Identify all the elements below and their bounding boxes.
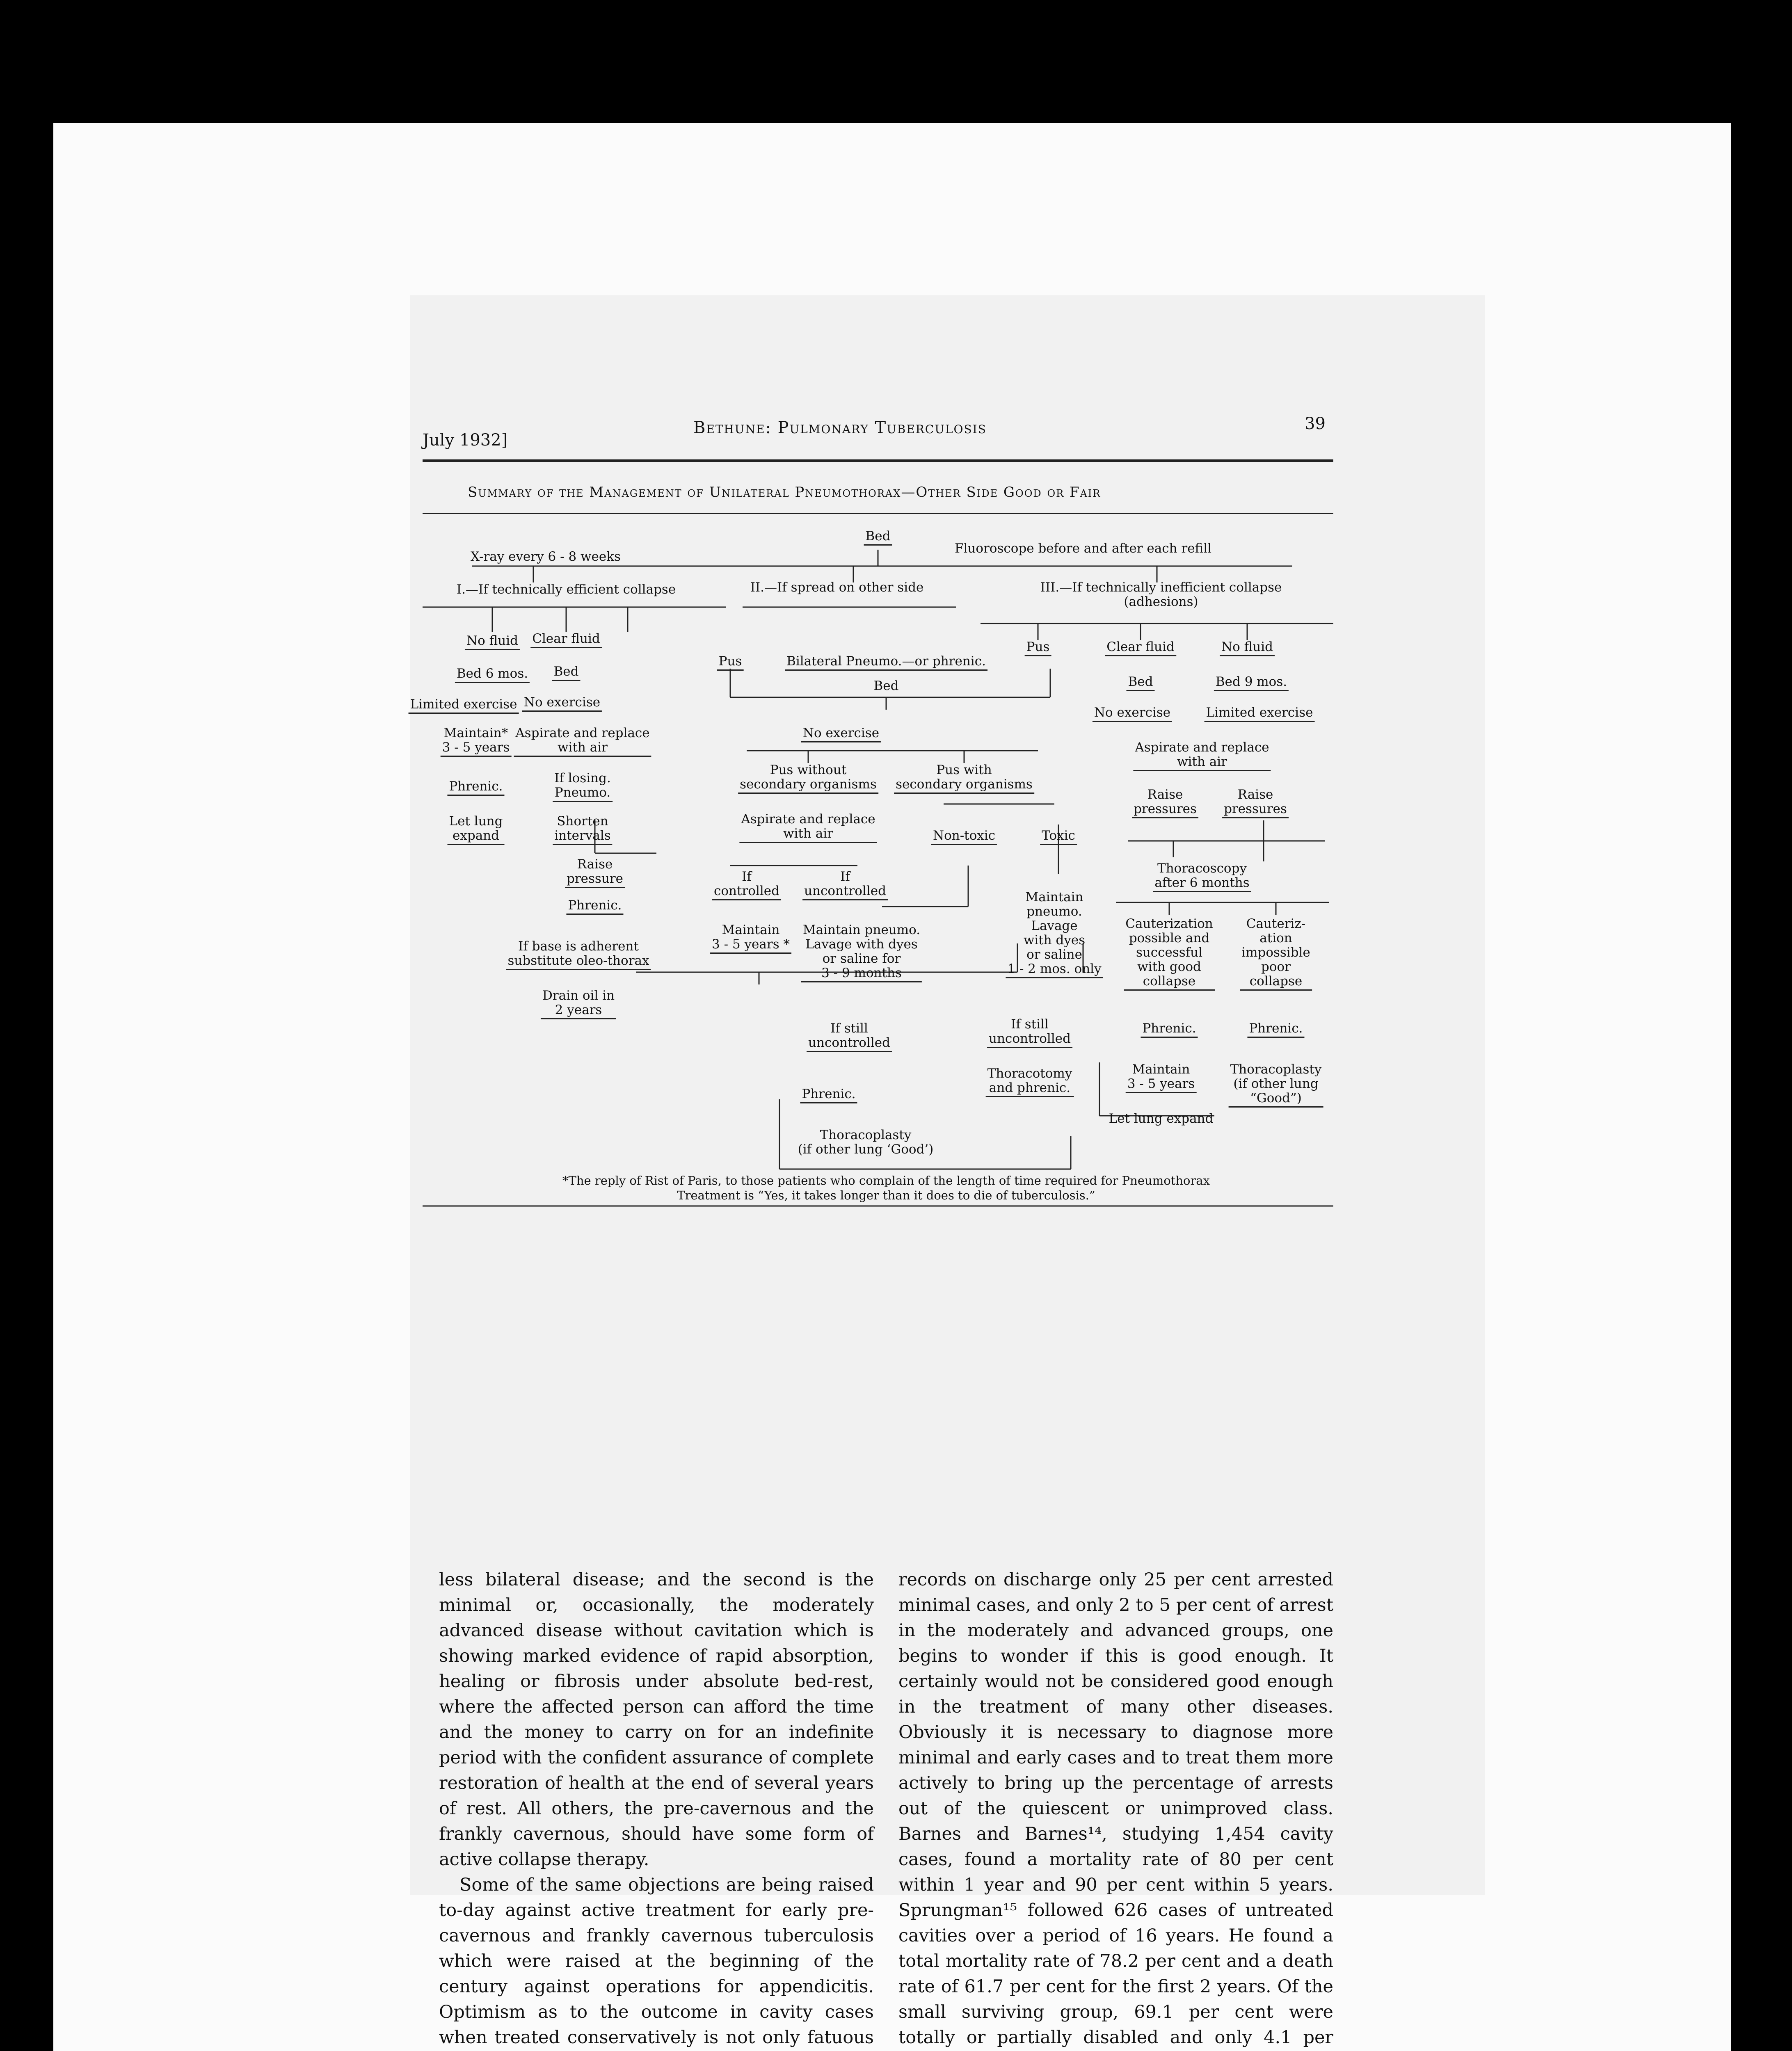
b1-maintain: Maintain* 3 - 5 years: [441, 726, 512, 757]
b3-raise-pressures-2: Raise pressures: [1222, 788, 1289, 818]
node-bed: Bed: [864, 529, 892, 546]
node-xray: X-ray every 6 - 8 weeks: [471, 549, 621, 564]
b3-cauterization-possible: Cauterization possible and successful with good collapse: [1124, 917, 1215, 991]
b1-if-losing: If losing. Pneumo.: [553, 771, 613, 802]
b2-no-exercise: No exercise: [801, 726, 881, 742]
b2-toxic: Toxic: [1040, 829, 1077, 845]
b1-shorten-intervals: Shorten intervals: [553, 814, 612, 845]
b1-bed-6: Bed 6 mos.: [455, 667, 530, 683]
b2-if-controlled: If controlled: [712, 870, 781, 900]
b2-maintain-pneumo: Maintain pneumo. Lavage with dyes or saline for 3 - 9 months: [801, 923, 922, 982]
b1-if-base-adherent: If base is adherent substitute oleo-thorax: [506, 939, 651, 970]
paragraph: Some of the same objections are being raised to-day against active treatment for early pre-cavernous and frankly cavernous tuberculosis which were raised at the beginning of the century against operations for appendicitis. Optimism as to the outcome in cavity cases when treated conservatively is not only fatuous: [439, 1875, 874, 2048]
b2-pus-with: Pus with secondary organisms: [894, 763, 1034, 794]
b3-aspirate: Aspirate and replace with air: [1133, 740, 1271, 771]
b2-if-still-uncontrolled: If still uncontrolled: [807, 1021, 892, 1052]
b3-clear-fluid: Clear fluid: [1105, 640, 1176, 656]
b2-maintain: Maintain 3 - 5 years *: [710, 923, 791, 954]
b1-aspirate: Aspirate and replace with air: [514, 726, 651, 757]
b1-phrenic-2: Phrenic.: [566, 898, 623, 915]
b1-let-lung-expand: Let lung expand: [448, 814, 505, 845]
b1-drain-oil: Drain oil in 2 years: [541, 989, 616, 1019]
body-right-column: [898, 1567, 1333, 2051]
b3-phrenic-2: Phrenic.: [1247, 1021, 1304, 1038]
b3-bed: Bed: [1127, 675, 1155, 691]
b3-thoracoplasty: Thoracoplasty (if other lung “Good”): [1229, 1062, 1323, 1108]
b3-no-exercise: No exercise: [1093, 706, 1172, 722]
b1-raise-pressure: Raise pressure: [565, 857, 625, 888]
b1-clear-fluid: Clear fluid: [530, 632, 602, 648]
b1-limited-exercise: Limited exercise: [409, 697, 519, 714]
b2-maintain-toxic: Maintain pneumo. Lavage with dyes or saline 1 - 2 mos. only: [1006, 890, 1103, 978]
b2-if-uncontrolled: If uncontrolled: [802, 870, 888, 900]
b2-non-toxic: Non-toxic: [931, 829, 997, 845]
b3-phrenic-1: Phrenic.: [1141, 1021, 1198, 1038]
b3-no-fluid: No fluid: [1220, 640, 1275, 656]
b1-phrenic: Phrenic.: [447, 779, 504, 796]
b2-pus: Pus: [717, 654, 744, 671]
b2-phrenic: Phrenic.: [800, 1087, 857, 1103]
chart-footnote: *The reply of Rist of Paris, to those patients who complain of the length of time required for Pneumothorax Treatment is “Yes, it takes longer than it does to die of tuberculosis.”: [562, 1174, 1210, 1202]
branch-2: II.—If spread on other side: [750, 580, 924, 595]
document-page: [410, 295, 1485, 2048]
b1-no-fluid: No fluid: [465, 634, 520, 650]
branch-3: III.—If technically inefficient collapse (adhesions): [1040, 580, 1282, 609]
header-date: July 1932]: [423, 431, 508, 450]
page-number: 39: [1305, 414, 1326, 433]
b3-maintain: Maintain 3 - 5 years: [1126, 1062, 1197, 1093]
b2-if-still-uncontrolled-2: If still uncontrolled: [987, 1017, 1072, 1048]
b1-bed: Bed: [552, 665, 581, 681]
b3-cauterization-impossible: Cauteriz- ation impossible poor collapse: [1240, 917, 1312, 991]
b3-limited-exercise: Limited exercise: [1205, 706, 1315, 722]
b2-bed: Bed: [873, 678, 899, 693]
node-fluoroscope: Fluoroscope before and after each refill: [954, 541, 1212, 556]
header-title: Bethune: Pulmonary Tuberculosis: [693, 418, 987, 437]
b2-aspirate: Aspirate and replace with air: [739, 812, 877, 843]
b3-bed-9: Bed 9 mos.: [1214, 675, 1289, 691]
b3-raise-pressures-1: Raise pressures: [1132, 788, 1198, 818]
b2-pus-without: Pus without secondary organisms: [738, 763, 878, 794]
b3-let-lung-expand: Let lung expand: [1109, 1111, 1214, 1126]
b2-thoracotomy: Thoracotomy and phrenic.: [986, 1067, 1074, 1097]
b1-no-exercise: No exercise: [522, 695, 602, 712]
chart-title: Summary of the Management of Unilateral Pneumothorax—Other Side Good or Fair: [468, 484, 1101, 500]
b2-thoracoplasty: Thoracoplasty (if other lung ‘Good’): [798, 1128, 934, 1157]
b3-pus: Pus: [1025, 640, 1051, 656]
body-left-column: [439, 1567, 874, 2051]
b2-bilateral: Bilateral Pneumo.—or phrenic.: [785, 654, 987, 671]
branch-1: I.—If technically efficient collapse: [456, 582, 676, 597]
paragraph: records on discharge only 25 per cent arrested minimal cases, and only 2 to 5 per cent of arrest in the moderately and advanced groups, one begins to wonder if this is good enough. It certainly would not be considered good enough in the treatment of many other diseases. Obviously it is necessary to diagnose more minimal and early cases and to treat them more actively to bring up the percentage of arrests out of the quiescent or unimproved class. Barnes and Barnes¹⁴, studying 1,454 cavity cases, found a mortality rate of 80 per cent within 1 year and 90 per cent within 5 years. Sprungman¹⁵ followed 626 cases of untreated cavities over a period of 16 years. He found a total mortality rate of 78.2 per cent and a death rate of 61.7 per cent for the first 2 years. Of the small surviving group, 69.1 per cent were totally or partially disabled and only 4.1 per: [898, 1569, 1333, 2048]
b3-thoracoscopy: Thoracoscopy after 6 months: [1153, 861, 1251, 892]
paragraph: less bilateral disease; and the second is the minimal or, occasionally, the moderately advanced disease without cavitation which is showing marked evidence of rapid absorption, healing or fibrosis under absolute bed-rest, where the affected person can afford the time and the money to carry on for an indefinite period with the confident assurance of complete restoration of health at the end of several years of rest. All others, the pre-cavernous and the frankly cavernous, should have some form of active collapse therapy.: [439, 1569, 874, 1870]
